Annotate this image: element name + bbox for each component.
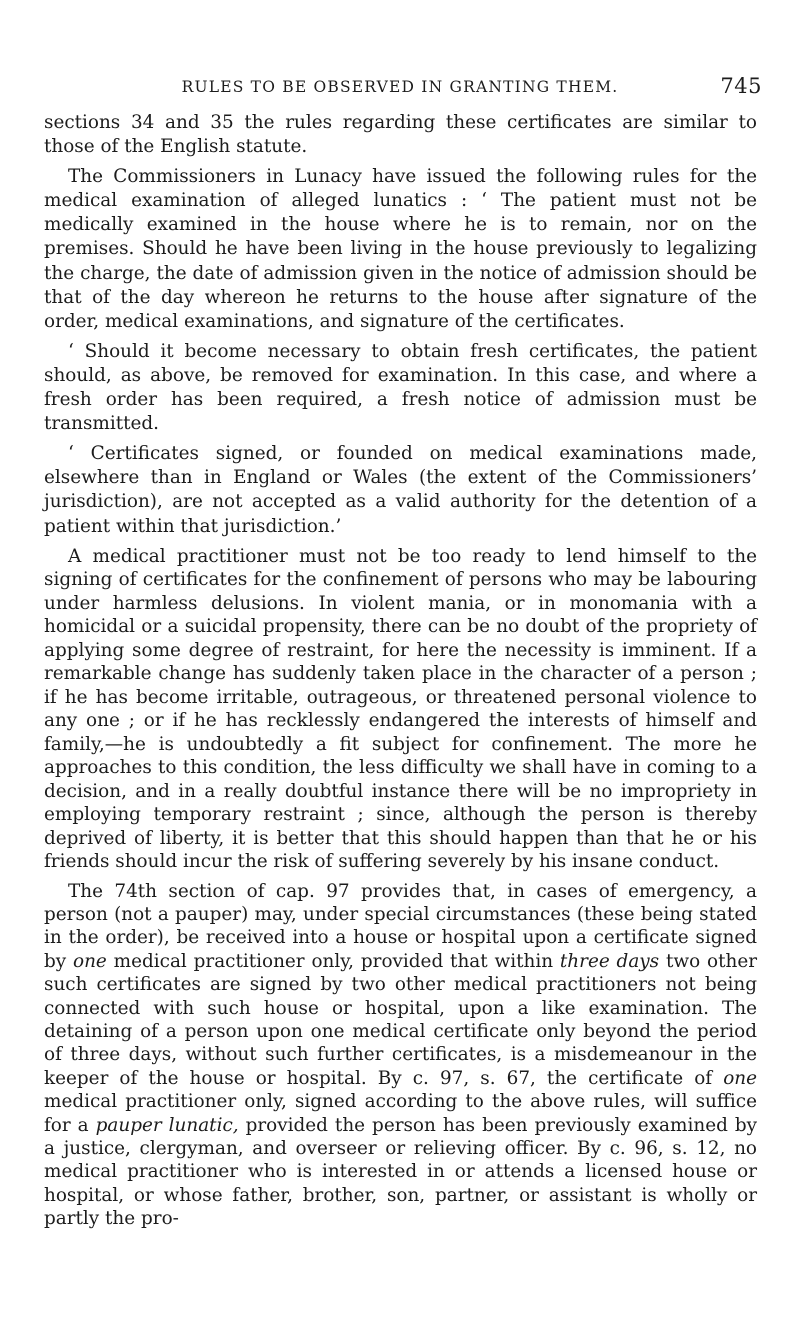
paragraph (44, 880, 757, 1231)
paragraph-text: The 74th section of cap. 97 provides that, in cases of emergency, a person (not a pauper) may, under special circumstances (these being stated in the order), be received into a house or hospital upon a certificate signed by (44, 880, 757, 972)
running-title: RULES TO BE OBSERVED IN GRANTING THEM. (181, 78, 619, 96)
paragraph-text: medical practitioner only, signed according to the above rules, will suffice for a (44, 1091, 757, 1136)
emphasis-text: pauper lunatic, (95, 1114, 239, 1136)
paragraph: The Commissioners in Lunacy have issued the following rules for the medical examination of alleged lunatics : ‘ The patient must not be medically examined in the house where he is to remain, nor on the premises. Should he have been living in the house previously to legalizing the charge, the date of admission given in the notice of admission should be that of the day whereon he returns to the house after signature of the order, medical examinations, and signature of the certificates. (44, 166, 757, 332)
paragraph: ‘ Should it become necessary to obtain fresh certificates, the patient should, as above, be removed for examination. In this case, and where a fresh order has been required, a fresh notice of admission must be transmitted. (44, 340, 757, 435)
emphasis-text: one (73, 950, 107, 972)
emphasis-text: one (723, 1067, 757, 1089)
paragraph: A medical practitioner must not be too ready to lend himself to the signing of certificates for the confinement of persons who may be labouring under harmless delusions. In violent mania, or in monomania with a homicidal or a suicidal propensity, there can be no doubt of the propriety of applying some degree of restraint, for here the necessity is imminent. If a remarkable change has suddenly taken place in the character of a person ; if he has become irritable, outrageous, or threatened personal violence to any one ; or if he has recklessly endangered the interests of himself and family,—he is undoubtedly a fit subject for confinement. The more he approaches to this condition, the less difficulty we shall have in coming to a decision, and in a really doubtful instance there will be no impropriety in employing temporary restraint ; since, although the person is thereby deprived of liberty, it is better that this should happen than that he or his friends should incur the risk of suffering severely by his insane conduct. (44, 545, 757, 873)
body-text (44, 111, 757, 1237)
page-number: 745 (720, 74, 762, 98)
paragraph-text: provided the person has been previously examined by a justice, clergyman, and overseer or relieving officer. By c. 96, s. 12, no medical practitioner who is interested in or attends a licensed house or hospital, or whose father, brother, son, partner, or assistant is wholly or partly the pro- (44, 1114, 758, 1230)
paragraph-text: medical practitioner only, provided that within (106, 950, 560, 972)
paragraph: sections 34 and 35 the rules regarding these certificates are similar to those of the English statute. (44, 112, 757, 158)
paragraph-text: two other such certificates are signed by two other medical practitioners not being connected with such house or hospital, upon a like examination. The detaining of a person upon one medical certificate only beyond the period of three days, without such further certificates, is a misdemeanour in the keeper of the house or hospital. By c. 97, s. 67, the certificate of (44, 950, 757, 1089)
paragraph: ‘ Certificates signed, or founded on medical examinations made, elsewhere than in England or Wales (the extent of the Commissioners’ jurisdiction), are not accepted as a valid authority for the detention of a patient within that jurisdiction.’ (44, 443, 757, 537)
running-head (0, 72, 800, 102)
emphasis-text: three days (559, 950, 660, 972)
